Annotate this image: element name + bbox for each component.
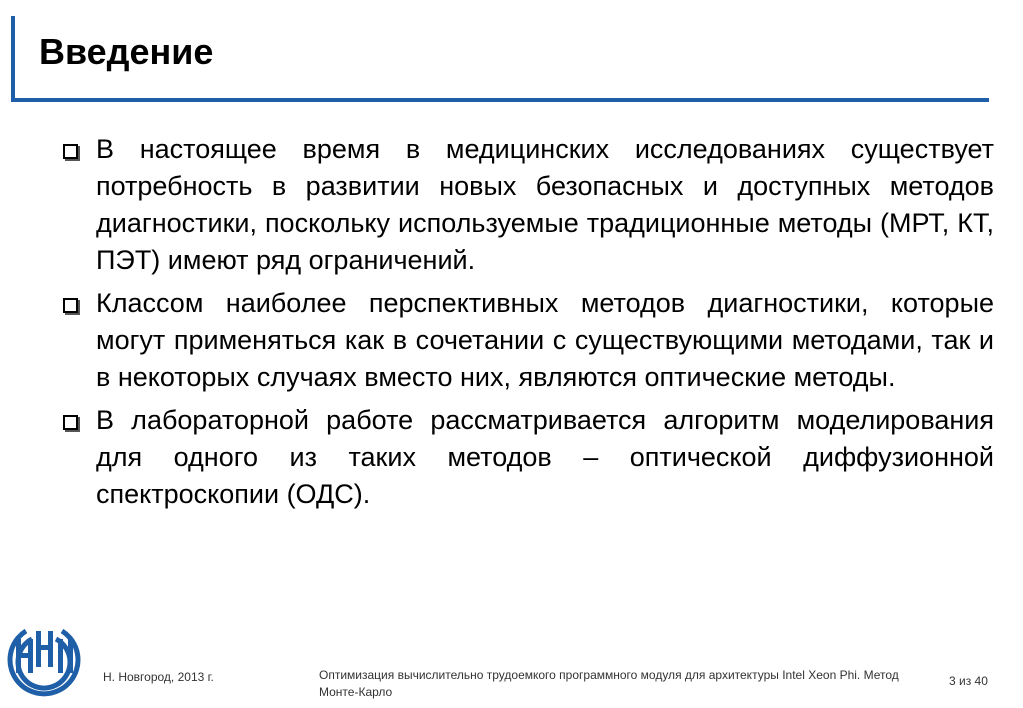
unn-logo-icon [2,625,86,697]
footer-course-title: Оптимизация вычислительно трудоемкого программного модуля для архитектуры Intel Xeon Phi. Метод Монте-Карло [319,668,899,699]
checkbox-bullet-icon [63,144,78,159]
bullet-text: В лабораторной работе рассматривается алгоритм моделирования для одного из таких методов – оптической диффузионной спектроскопии (ОДС). [96,405,994,509]
bullet-item [60,285,994,396]
footer-location: Н. Новгород, 2013 г. [103,670,214,684]
bullet-text: В настоящее время в медицинских исследованиях существует потребность в развитии новых безопасных и доступных методов диагностики, поскольку используемые традиционные методы (МРТ, КТ, ПЭТ) имеют ряд ограничений. [96,134,994,275]
slide-title: Введение [39,31,214,72]
checkbox-bullet-icon [63,415,78,430]
unn-logo-graphic [2,625,86,697]
bullet-list [60,131,994,519]
bullet-text: Классом наиболее перспективных методов диагностики, которые могут применяться как в сочетании с существующими методами, так и в некоторых случаях вместо них, являются оптические методы. [96,288,994,392]
bullet-item [60,402,994,513]
bullet-item [60,131,994,279]
title-underline [11,98,989,102]
footer-page-number: 3 из 40 [949,674,988,688]
checkbox-bullet-icon [63,298,78,313]
title-accent-bar [11,16,15,102]
